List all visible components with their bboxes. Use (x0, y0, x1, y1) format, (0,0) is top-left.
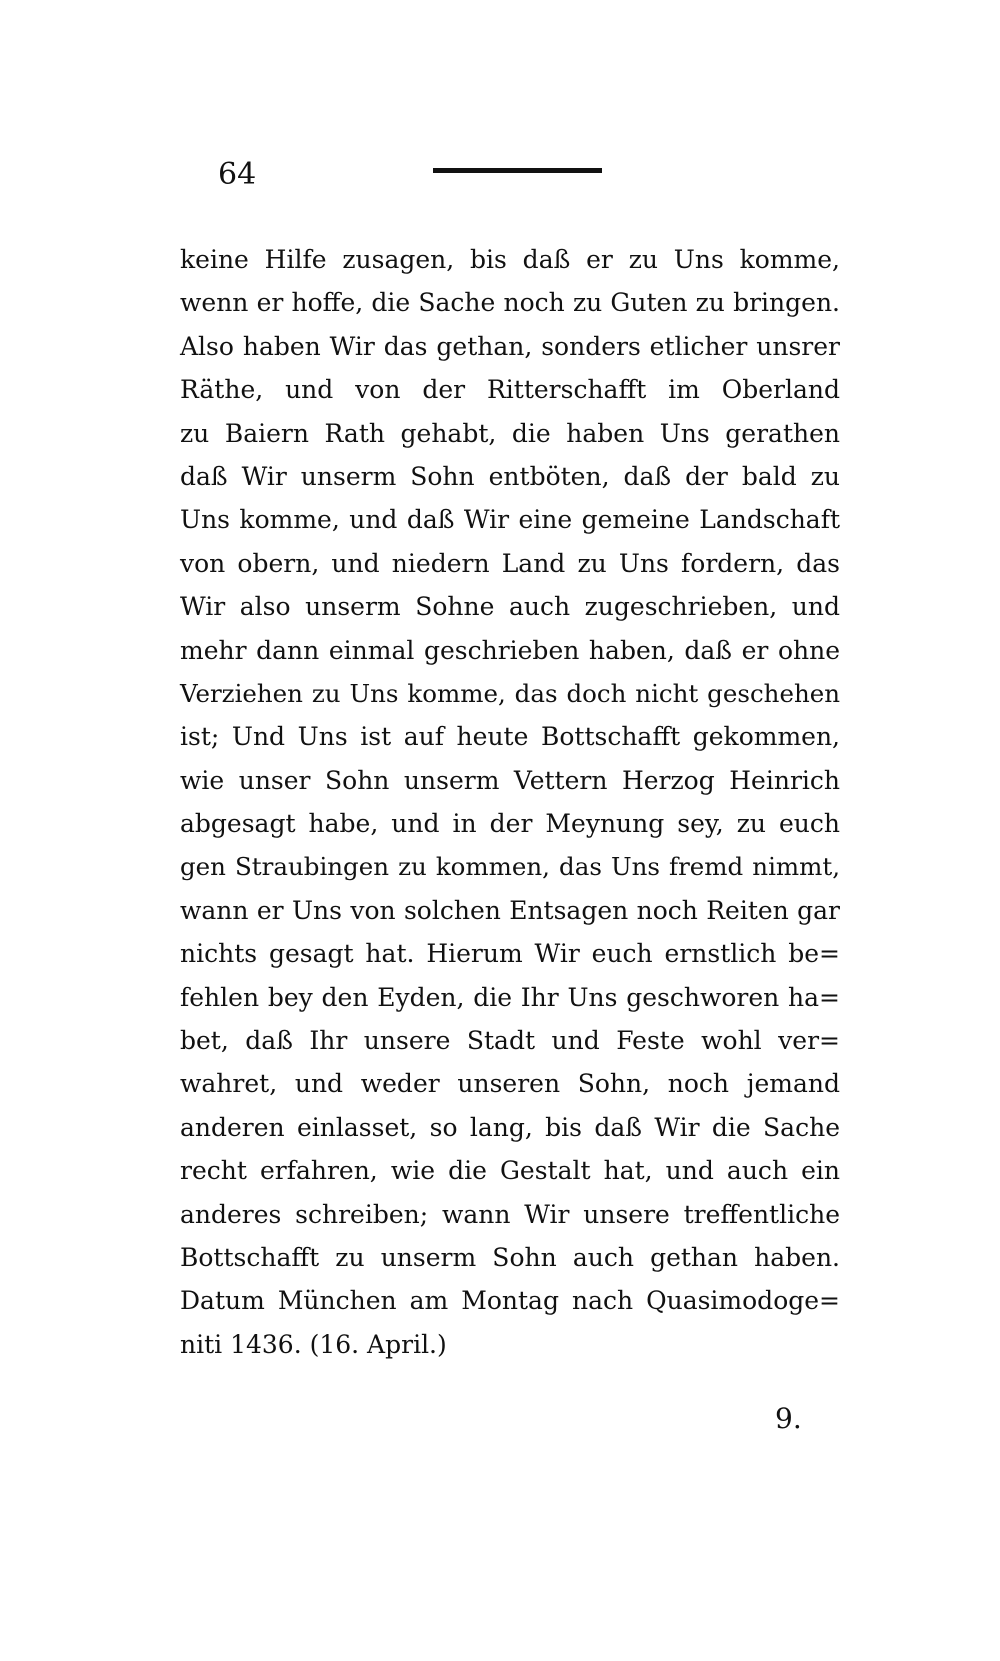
text-line: wann er Uns von solchen Entsagen noch Reiten gar (180, 895, 840, 925)
text-line: fehlen bey den Eyden, die Ihr Uns geschworen ha= (180, 982, 840, 1012)
text-line: niti 1436. (16. April.) (180, 1329, 447, 1359)
text-line: Verziehen zu Uns komme, das doch nicht geschehen (180, 678, 840, 708)
text-line: Wir also unserm Sohne auch zugeschrieben, und (180, 592, 840, 622)
page-number: 64 (218, 157, 257, 192)
text-line: anderen einlasset, so lang, bis daß Wir die Sache (180, 1112, 840, 1142)
signature-mark: 9. (775, 1402, 802, 1435)
text-line: nichts gesagt hat. Hierum Wir euch ernstlich be= (180, 939, 840, 969)
text-line: wahret, und weder unseren Sohn, noch jemand (180, 1069, 840, 1099)
text-line: ist; Und Uns ist auf heute Bottschafft gekommen, (180, 722, 840, 752)
text-line: Bottschafft zu unserm Sohn auch gethan haben. (180, 1242, 840, 1272)
text-line: keine Hilfe zusagen, bis daß er zu Uns komme, (180, 245, 840, 274)
text-line: von obern, und niedern Land zu Uns fordern, das (180, 548, 840, 578)
text-line: wie unser Sohn unserm Vettern Herzog Heinrich (180, 765, 840, 795)
text-line: Uns komme, und daß Wir eine gemeine Landschaft (180, 505, 840, 535)
text-line: wenn er hoffe, die Sache noch zu Guten zu bringen. (180, 288, 840, 318)
text-line: gen Straubingen zu kommen, das Uns fremd nimmt, (180, 852, 840, 882)
text-line: Also haben Wir das gethan, sonders etlicher unsrer (180, 331, 840, 361)
text-line: anderes schreiben; wann Wir unsere treffentliche (180, 1199, 840, 1229)
body-text (180, 238, 840, 1366)
text-line: mehr dann einmal geschrieben haben, daß er ohne (180, 635, 840, 665)
text-line: bet, daß Ihr unsere Stadt und Feste wohl ver= (180, 1026, 840, 1056)
text-line: abgesagt habe, und in der Meynung sey, zu euch (180, 809, 840, 839)
text-line: daß Wir unserm Sohn entböten, daß der bald zu (180, 461, 840, 491)
text-line: Datum München am Montag nach Quasimodoge= (180, 1286, 840, 1316)
text-line: zu Baiern Rath gehabt, die haben Uns gerathen (180, 418, 840, 448)
text-line: recht erfahren, wie die Gestalt hat, und auch ein (180, 1156, 840, 1186)
text-line: Räthe, und von der Ritterschafft im Oberland (180, 375, 840, 405)
header-rule (433, 168, 602, 173)
